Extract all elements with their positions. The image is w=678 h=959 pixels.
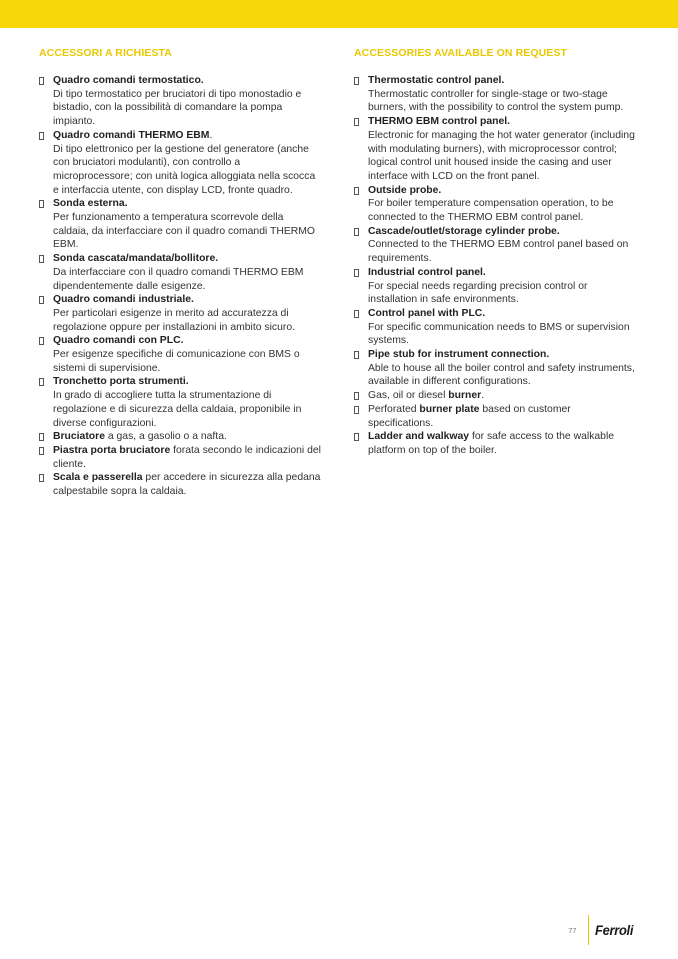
bullet-box-icon bbox=[354, 310, 359, 318]
item-description: Di tipo elettronico per la gestione del generatore (anche con bruciatori modulanti), con controllo a microprocessore; con unità logica alloggiata nella scocca e interfaccia utente, con display LCD, fronte quadro. bbox=[53, 143, 316, 196]
item-title: Thermostatic control panel. bbox=[368, 75, 505, 86]
item-title: burner bbox=[448, 390, 482, 402]
item-lead-text: Perforated bbox=[368, 403, 420, 415]
item-heading-line bbox=[368, 185, 441, 196]
page-number: 77 bbox=[568, 925, 577, 935]
accessory-item bbox=[39, 375, 321, 430]
bullet-box-icon bbox=[39, 474, 44, 482]
item-heading-line bbox=[368, 75, 504, 86]
item-heading-line bbox=[368, 404, 571, 429]
item-title: Quadro comandi termostatico. bbox=[53, 75, 204, 86]
item-title: Sonda esterna. bbox=[53, 198, 128, 210]
accessory-item bbox=[354, 74, 636, 115]
item-title: Tronchetto porta strumenti. bbox=[53, 376, 189, 388]
bullet-box-icon bbox=[354, 392, 359, 400]
accessory-item bbox=[39, 74, 321, 129]
ferroli-logo: Ferroli bbox=[594, 922, 633, 938]
item-description: Thermostatic controller for single-stage or two-stage burners, with the possibility to control the system pump. bbox=[368, 88, 624, 114]
item-heading-line bbox=[368, 267, 486, 278]
accessory-item bbox=[39, 471, 321, 498]
item-description: Connected to the THERMO EBM control panel based on requirements. bbox=[368, 239, 629, 265]
item-heading-line bbox=[53, 445, 321, 470]
item-heading-line bbox=[368, 390, 484, 401]
item-description: For specific communication needs to BMS or supervision systems. bbox=[368, 321, 630, 347]
item-trailing-text: based on customer specifications. bbox=[368, 403, 571, 429]
item-heading-line bbox=[53, 198, 128, 209]
top-accent-bar bbox=[0, 0, 678, 28]
item-heading-line bbox=[53, 376, 189, 387]
bullet-box-icon bbox=[39, 200, 44, 208]
accessory-item bbox=[354, 266, 636, 307]
item-heading-line bbox=[53, 253, 218, 264]
item-heading-line bbox=[53, 294, 194, 305]
bullet-box-icon bbox=[354, 228, 359, 236]
item-description: For special needs regarding precision control or installation in safe environments. bbox=[368, 280, 588, 306]
bullet-box-icon bbox=[39, 132, 44, 140]
item-title: Quadro comandi industriale. bbox=[53, 294, 194, 306]
accessory-item bbox=[354, 430, 636, 457]
column-title-italian: ACCESSORI A RICHIESTA bbox=[39, 47, 172, 59]
item-trailing-text: . bbox=[481, 390, 485, 402]
item-title: Piastra porta bruciatore bbox=[53, 444, 171, 456]
bullet-box-icon bbox=[354, 406, 359, 414]
accessory-item bbox=[354, 225, 636, 266]
item-description: Di tipo termostatico per bruciatori di tipo monostadio e bistadio, con la possibilità di comandare la pompa impianto. bbox=[53, 88, 302, 128]
item-heading-line bbox=[368, 116, 510, 127]
bullet-box-icon bbox=[39, 296, 44, 304]
item-heading-line bbox=[368, 308, 485, 319]
accessory-item bbox=[354, 184, 636, 225]
accessory-item bbox=[39, 444, 321, 471]
accessory-item bbox=[39, 252, 321, 293]
accessory-item bbox=[39, 197, 321, 252]
item-heading-line bbox=[53, 130, 212, 141]
item-title: Quadro comandi con PLC. bbox=[53, 335, 184, 347]
item-trailing-text: forata secondo le indicazioni del cliente. bbox=[53, 444, 321, 470]
item-description: Per funzionamento a temperatura scorrevole della caldaia, da interfacciare con il quadro comandi THERMO EBM. bbox=[53, 212, 316, 251]
item-heading-line bbox=[368, 226, 560, 237]
column-english bbox=[354, 46, 636, 458]
bullet-box-icon bbox=[39, 255, 44, 263]
accessory-item bbox=[39, 293, 321, 334]
item-heading-line bbox=[53, 335, 183, 346]
item-lead-text: Gas, oil or diesel bbox=[368, 390, 449, 402]
accessory-item bbox=[354, 115, 636, 184]
item-description: In grado di accogliere tutta la strumentazione di regolazione e di sicurezza della caldaia, proponibile in diverse configurazioni. bbox=[53, 390, 302, 429]
item-heading-line bbox=[53, 431, 227, 442]
item-title: Control panel with PLC. bbox=[368, 307, 486, 319]
column-title-english: ACCESSORIES AVAILABLE ON REQUEST bbox=[354, 47, 568, 59]
bullet-box-icon bbox=[354, 77, 359, 85]
column-italian bbox=[39, 46, 321, 499]
bullet-box-icon bbox=[354, 187, 359, 195]
item-title: Outside probe. bbox=[368, 184, 442, 196]
bullet-box-icon bbox=[354, 351, 359, 359]
accessory-item bbox=[354, 403, 636, 430]
item-heading-line bbox=[368, 431, 614, 456]
item-title: Ladder and walkway bbox=[368, 431, 470, 443]
item-title: THERMO EBM control panel. bbox=[368, 116, 511, 128]
item-trailing-text: for safe access to the walkable platform on top of the boiler. bbox=[368, 431, 615, 456]
page-footer bbox=[568, 915, 636, 945]
bullet-box-icon bbox=[39, 337, 44, 345]
item-title: Scala e passerella bbox=[53, 472, 143, 484]
accessory-list-italian bbox=[39, 74, 321, 499]
accessory-item bbox=[39, 129, 321, 198]
bullet-box-icon bbox=[354, 118, 359, 126]
item-heading-line bbox=[368, 349, 549, 360]
item-title: Quadro comandi THERMO EBM bbox=[53, 129, 210, 141]
item-description: Per particolari esigenze in merito ad accuratezza di regolazione oppure per installazioni in ambito sicuro. bbox=[53, 307, 296, 333]
item-description: Able to house all the boiler control and safety instruments, available in different configurations. bbox=[368, 362, 635, 388]
item-description: For boiler temperature compensation operation, to be connected to the THERMO EBM control panel. bbox=[368, 198, 614, 224]
accessory-item bbox=[354, 389, 636, 403]
accessory-item bbox=[39, 334, 321, 375]
bullet-box-icon bbox=[39, 77, 44, 85]
bullet-box-icon bbox=[39, 433, 44, 441]
bullet-box-icon bbox=[354, 269, 359, 277]
item-title: Bruciatore bbox=[53, 431, 105, 443]
footer-divider bbox=[588, 915, 589, 945]
item-heading-line bbox=[53, 472, 320, 497]
item-title: Industrial control panel. bbox=[368, 266, 486, 278]
accessory-item bbox=[354, 348, 636, 389]
bullet-box-icon bbox=[39, 447, 44, 455]
item-trailing-text: . bbox=[209, 129, 213, 141]
item-heading-line bbox=[53, 75, 204, 86]
item-title: burner plate bbox=[419, 403, 480, 415]
item-title: Cascade/outlet/storage cylinder probe. bbox=[368, 225, 560, 237]
item-description: Per esigenze specifiche di comunicazione con BMS o sistemi di supervisione. bbox=[53, 349, 300, 374]
item-trailing-text: per accedere in sicurezza alla pedana calpestabile sopra la caldaia. bbox=[53, 472, 321, 498]
accessory-item bbox=[39, 430, 321, 444]
item-title: Pipe stub for instrument connection. bbox=[368, 349, 550, 361]
item-description: Electronic for managing the hot water generator (including with modulating burners), with microprocessor control; logical control unit housed inside the casing and user interface with LCD on the front panel. bbox=[368, 129, 635, 182]
item-description: Da interfacciare con il quadro comandi THERMO EBM dipendentemente dalle esigenze. bbox=[53, 266, 304, 292]
bullet-box-icon bbox=[39, 378, 44, 386]
accessory-item bbox=[354, 307, 636, 348]
item-title: Sonda cascata/mandata/bollitore. bbox=[53, 253, 219, 265]
bullet-box-icon bbox=[354, 433, 359, 441]
item-trailing-text: a gas, a gasolio o a nafta. bbox=[104, 431, 227, 443]
accessory-list-english bbox=[354, 74, 636, 458]
